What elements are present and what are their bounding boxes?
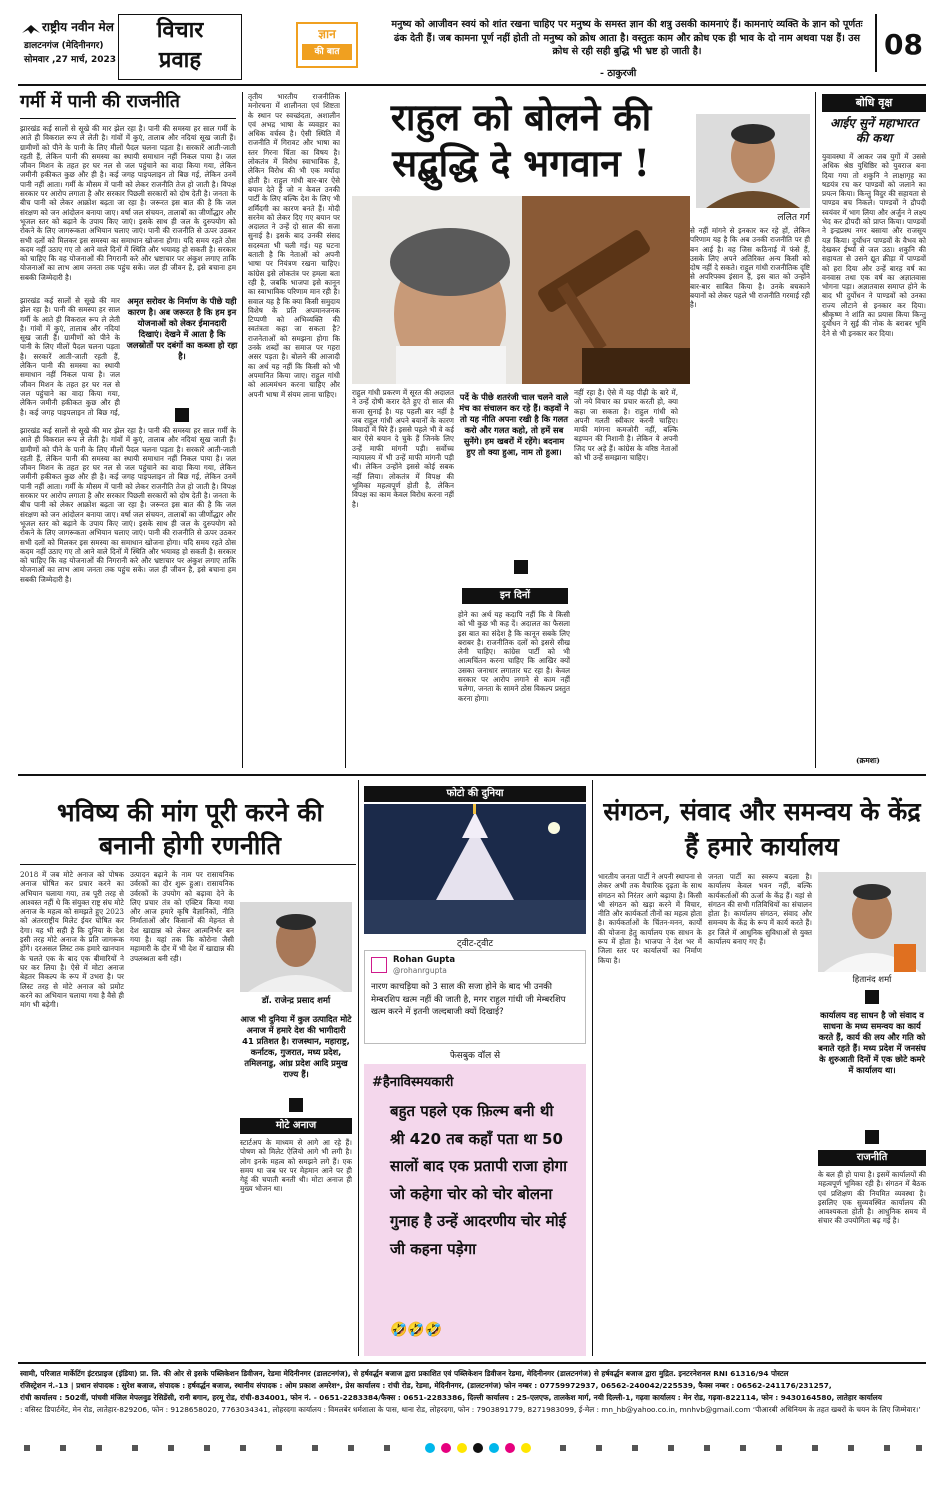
page-number: 08 <box>884 28 923 61</box>
bodh-body: युवावस्था में आकर जब युगों में उससे अधिक श्रेष्ठ युधिष्ठिर को युवराज बना दिया गया तो शकुनि ने लाक्षागृह का षडयंत्र रच कर पाण्डवों को जलाने का प्रयत्न किया। किन्तु विदुर की सहायता से पाण्डव बच निकले। पाण्डवों ने द्रौपदी स्वयंवर में भाग लिया और अर्जुन ने लक्ष्य भेद कर द्रौपदी को प्राप्त किया। पाण्डवों ने इन्द्रप्रस्थ नगर बसाया और राजसूय यज्ञ किया। दुर्योधन पाण्डवों के वैभव को देखकर ईर्ष्या से जल उठा। शकुनि की सहायता से उसने द्यूत क्रीड़ा में पाण्डवों को हरा दिया और उन्हें बारह वर्ष का वनवास तथा एक वर्ष का अज्ञातवास भोगना पड़ा। अज्ञातवास समाप्त होने के बाद भी दुर्योधन ने पाण्डवों को उनका राज्य लौटाने से इनकार कर दिया। श्रीकृष्ण ने शांति का प्रयास किया किन्तु दुर्योधन ने सुई की नोक के बराबर भूमि देने से भी इनकार कर दिया। <box>822 152 926 338</box>
page-number-divider <box>875 14 877 72</box>
grain-author: डॉ. राजेन्द्र प्रसाद शर्मा <box>240 994 352 1008</box>
rahul-photo <box>352 196 690 384</box>
footer-line-3: रांची कार्यालय : 502वीं, पांचवी मंजिल मेपलवुड रेसिडेंसी, रानी बगान, हरमू रोड, रांची-834001, फोन नं. - 0651-2283384/फैक्स : 0651-2283386, दिल्ली कार्यालय : 25-एलएफ, तालकेश मार्ग, नयी दिल्ली-1, गढ़वा कार्यालय : मेन रोड, गढ़वा-822114, फोन : 9430164580, लातेहार कार्यालय <box>20 1393 882 1402</box>
water-body-left: झारखंड कई सालों से सूखे की मार झेल रहा है। पानी की समस्या हर साल गर्मी के आते ही विकराल रूप ले लेती है। गांवों में कुएं, तालाब और नदियां सूख जाती हैं। ग्रामीणों को पीने के पानी के लिए मीलों पैदल चलना पड़ता है। सरकारें आती-जाती रहती हैं, लेकिन पानी की समस्या का स्थायी समाधान नहीं निकल पाया है। जल जीवन मिशन के तहत हर घर नल से जल पहुंचाने का वादा किया गया, लेकिन जमीनी हकीकत कुछ और ही है। कई जगह पाइपलाइन तो बिछ गई, <box>20 296 120 416</box>
section-title-1: विचार <box>156 17 204 43</box>
bodh-title: बोधि वृक्ष <box>822 94 926 112</box>
col-divider-2 <box>345 92 346 768</box>
tag-in-dinon: इन दिनों <box>462 588 568 604</box>
grain-body-col3: स्टार्टअप के माध्यम से आगे आ रहे हैं। पोषण को मिलेट ऐलियो आगे भी लगी है। लोग इनके महत्व को समझने लगे हैं। एक समय था जब घर पर मेहमान आने पर ही गेहूं की चपाती बनती थी। मोटा अनाज ही मुख्य भोजन था। <box>240 1138 352 1194</box>
org-body-col3: के बल ही हो पाया है। इसमें कार्यालयों की महत्वपूर्ण भूमिका रही है। संगठन में बैठक एवं प्रशिक्षण की नियमित व्यवस्था है। इसलिए एक सुव्यवस्थित कार्यालय की आवश्यकता होती है। आधुनिक समय में संचार की उपयोगिता बढ़ गई है। <box>818 1170 926 1226</box>
org-pullquote: कार्यालय वह साधन है जो संवाद व साधना के मध्य समन्वय का कार्य करते हैं, कार्य की लय और गति को बनाते रहते हैं। मध्य प्रदेश में जनसंघ के शुरुआती दिनों में एक छोटे कमरे में कार्यालय था। <box>818 1010 926 1075</box>
quote-text: मनुष्य को आजीवन स्वयं को शांत रखना चाहिए पर मनुष्य के समस्त ज्ञान की शत्रु उसकी कामनाएं हैं। कामनाएं व्यक्ति के ज्ञान को पूर्णतः ढंक देती हैं। जब कामना पूर्ण नहीं होती तो मनुष्य को क्रोध आता है। वस्तुतः काम और क्रोध एक ही भाव के दो नाम अथवा पक्ष हैं। उस क्रोध से रही सही बुद्धि भी भ्रष्ट हो जाती है। <box>391 19 863 57</box>
org-pullquote-square-top <box>865 990 879 1004</box>
fb-text: बहुत पहले एक फ़िल्म बनी थी श्री 420 तब कहाँ पता था 50 सालों बाद एक प्रतापी राजा होगा जो कहेगा चोर को चोर बोलना गुनाह है उन्हें आदरणीय चोर मोई जी कहना पड़ेगा <box>390 1102 568 1258</box>
gyan-badge-bottom: की बात <box>302 44 352 60</box>
org-author: हितानंद शर्मा <box>852 975 892 985</box>
org-pullquote-square <box>865 1130 879 1144</box>
mid-page-rule <box>18 774 926 776</box>
grain-body-col1: 2018 में जब मोटे अनाज को पोषक अनाज घोषित कर प्रचार करने का अभियान चलाया गया, तब पूरी तरह से आश्वस्त नहीं थे कि संयुक्त राष्ट्र संघ मोटे अनाज के महत्व को समझते हुए 2023 को अंतरराष्ट्रीय मिलेट ईयर घोषित कर देगा। यह भी सही है कि दुनिया के देश इसी तरह मोटे अनाज के प्रति जागरूक होंगे। दरअसल लिस्ट तक हमारे खानपान के चलते एक के बाद एक बीमारियों ने घर कर लिया है। ऐसे में मोटा अनाज बेहतर विकल्प के रूप में उभरा है। पर लिस्ट तरह से मोटे अनाज को प्रमोट करने का अभियान चलाया गया है वैसे ही मांग भी बढ़ेगी। <box>20 870 124 1010</box>
org-headline: संगठन, संवाद और समन्वय के केंद्र हैं हमारे कार्यालय <box>603 797 921 861</box>
rahul-body-col2: होने का अर्थ यह कदापि नहीं कि वे किसी को भी कुछ भी कह दें। अदालत का फैसला इस बात का संदेश है कि कानून सबके लिए बराबर है। राजनीतिक दलों को इससे सीख लेनी चाहिए। कांग्रेस पार्टी को भी आत्मचिंतन करना चाहिए कि आखिर क्यों उसका जनाधार लगातार घट रहा है। केवल सरकार पर आरोप लगाने से काम नहीं चलेगा, जनता के सामने ठोस विकल्प प्रस्तुत करना होगा। <box>458 610 570 703</box>
footer-line-1: स्वामी, परिजात मार्केटिंग इंटरप्राइज (इंडिया) प्रा. लि. की ओर से इसके पब्लिकेशन डिवीजन, रेडमा मेदिनीनगर (डालटनगंज), से हर्षवर्द्धन बजाज द्वारा प्रकाशित एवं पब्लिकेशन डिवीजन रेडमा, मेदिनीनगर (डालटनगंज) से हर्षवर्द्धन बजाज द्वारा मुद्रित. इनटरनेशनल RNI 61316/94 पोस्टल <box>20 1369 789 1378</box>
lalit-author: ललित गर्ग <box>777 213 810 223</box>
water-pullquote: अमृत सरोवर के निर्माण के पीछे यही कारण है। अब जरूरत है कि हम इन योजनाओं को लेकर ईमानदारी दिखाएं। देखने में आता है कि जलस्रोतों पर दबंगों का कब्जा हो रहा है। <box>126 296 238 361</box>
masthead-rule <box>18 84 926 86</box>
tweet-text: नारण काचड़िया को 3 साल की सजा होने के बाद भी उनकी मेम्बरशिप खत्म नहीं की जाती है, मगर राहुल गांधी जी मेम्बरशिप खत्म करने में इतनी जल्दबाजी क्यों दिखाई? <box>371 982 566 1017</box>
tweet-avatar <box>371 957 387 973</box>
org-author-photo <box>818 872 926 972</box>
org-tag: राजनीति <box>818 1150 926 1166</box>
fb-emoji: 🤣🤣🤣 <box>390 1322 443 1338</box>
fb-title: फेसबुक वॉल से <box>449 1051 501 1061</box>
rahul-pullquote: पर्दे के पीछे शतरंजी चाल चलने वाले मंच का संचालन कर रहे हैं। कड़वों ने तो यह नीति अपना रखी है कि गलत करो और गलत कहो, तो हमें सब सुनेंगे। हम खबरों में रहेंगे। बदनाम हुए तो क्या हुआ, नाम तो हुआ। <box>459 392 569 457</box>
fb-hashtag: #हैनाविस्मयकारी <box>372 1075 454 1090</box>
org-body-col2: जनता पार्टी का स्वरूप बदला है। कार्यालय केवल भवन नहीं, बल्कि कार्यकर्ताओं की ऊर्जा के केंद्र हैं। यहां से संगठन की सभी गतिविधियों का संचालन होता है। कार्यालय संगठन, संवाद और समन्वय के केंद्र के रूप में कार्य करते हैं। हर जिले में आधुनिक सुविधाओं से युक्त कार्यालय बनाए गए हैं। <box>708 872 812 947</box>
rahul-body-col4: से नहीं मांगने से इनकार कर रहे हों, लेकिन परिणाम यह है कि अब उनकी राजनीति पर ही बन आई है। वह जिस कठिनाई में फंसे हैं, उसके लिए अपने अतिरिक्त अन्य किसी को दोष नहीं दे सकते। राहुल गांधी राजनीतिक दृष्टि से अपरिपक्व इंसान हैं, इस बात को उन्होंने बार-बार साबित किया है। उनके बचकाने बयानों को लेकर पहले भी राजनीति गरमाई रही है। <box>690 226 810 310</box>
gyan-badge-top: ज्ञान <box>318 27 336 41</box>
masthead <box>0 0 945 82</box>
lalit-photo <box>696 114 810 208</box>
bodh-headline: आईए सुनें महाभारत की कथा <box>830 116 918 145</box>
paper-logo-icon <box>22 20 40 32</box>
grain-author-photo <box>240 902 352 992</box>
tweet-handle: @rohanrgupta <box>393 966 447 975</box>
footer-line-2: रजिस्ट्रेशन नं.-13 | प्रधान संपादक : सुरेश बजाज, संपादक : हर्षवर्द्धन बजाज, स्थानीय संपादक : ओम प्रकाश अमरेश*, प्रेस कार्यालय : रांची रोड, रेडमा, मेदिनीनगर, (डालटनगंज) फोन नम्बर : 07759972937, 06562-240042/225539, फैक्स नम्बर : 06562-241176/231257, <box>20 1381 832 1390</box>
col-divider-3 <box>815 92 816 768</box>
grain-tag: मोटे अनाज <box>240 1118 352 1134</box>
grain-headline-rule <box>20 864 356 865</box>
footer-line-4: : वसिस्ट डिपार्टमेंट, मेन रोड, लातेहार-829206, फोन : 9128658020, 7763034341, लोहरदगा कार्यालय : विमलबेर धर्मशाला के पास, थाना रोड, लोहरदगा, फोन : 7903891779, 8271983099, ई-मेल : mn_hb@yahoo.co.in, mnhvb@gmail.com ‘पीआरबी अधिनियम के तहत खबरों के चयन के लिए जिम्मेवार।’ <box>20 1405 921 1414</box>
water-headline: गर्मी में पानी की राजनीति <box>20 92 180 112</box>
water-headline-rule <box>20 118 236 119</box>
rahul-body-col3: नहीं रहा है। ऐसे में यह पीढ़ी के बारे में, जो नये विचार का प्रचार करती हो, क्या कहा जा सकता है। राहुल गांधी को अपनी गलती स्वीकार करनी चाहिए। माफी मांगना कमजोरी नहीं, बल्कि बड़प्पन की निशानी है। लेकिन वे अपनी जिद पर अड़े हैं। कांग्रेस के वरिष्ठ नेताओं को भी उन्हें समझाना चाहिए। <box>574 388 678 463</box>
grain-pullquote: आज भी दुनिया में कुल उत्पादित मोटे अनाज में हमारे देश की भागीदारी 41 प्रतिशत है। राजस्थान, महाराष्ट्र, कर्नाटक, गुजरात, मध्य प्रदेश, तमिलनाडु, आंध्र प्रदेश आदि प्रमुख राज्य हैं। <box>240 1014 352 1079</box>
grain-body-col2: उत्पादन बढ़ाने के नाम पर रासायनिक उर्वरकों का दौर शुरू हुआ। रासायनिक उर्वरकों के उपयोग को बढ़ावा देने के लिए प्रचार तंत्र को एक्टिव किया गया और आज हमारे कृषि वैज्ञानिकों, नीति निर्माताओं और किसानों की मेहनत से देश खाद्यान्न को लेकर आत्मनिर्भर बन गया है। यहां तक कि कोरोना जैसी महामारी के दौर में भी देश में खाद्यान्न की उपलब्धता बनी रही। <box>130 870 234 963</box>
tweet-title: ट्वीट-ट्वीट <box>456 939 494 949</box>
tweet-name: Rohan Gupta <box>393 955 456 965</box>
rahul-headline: राहुल को बोलने की सद्बुद्धि दे भगवान ! <box>390 95 652 185</box>
fb-card <box>364 1064 586 1356</box>
registration-marks <box>0 1428 945 1468</box>
quote-author: - ठाकुरजी <box>600 68 637 79</box>
date: सोमवार ,27 मार्च, 2023 <box>24 55 117 65</box>
grain-pullquote-square <box>289 1098 303 1112</box>
col-divider-4 <box>358 780 359 1356</box>
footer-rule <box>18 1362 926 1364</box>
rahul-body-col1: राहुल गांधी प्रकरण में सूरत की अदालत ने उन्हें दोषी करार देते हुए दो साल की सजा सुनाई है। यह पहली बार नहीं है जब राहुल गांधी अपने बयानों के कारण विवादों में घिरे हैं। इससे पहले भी वे कई बार ऐसे बयान दे चुके हैं जिनके लिए उन्हें माफी मांगनी पड़ी। सर्वोच्च न्यायालय में भी उन्हें माफी मांगनी पड़ी थी। लेकिन उन्होंने इससे कोई सबक नहीं लिया। लोकतंत्र में विपक्ष की भूमिका महत्वपूर्ण होती है, लेकिन विपक्ष का काम केवल विरोध करना नहीं है। <box>352 388 454 509</box>
photo-title: फोटो की दुनिया <box>364 786 586 802</box>
paper-name: राष्ट्रीय नवीन मेल <box>42 20 114 34</box>
mid-column-body: तृतीय भारतीय राजनीतिक मनोरचना में शालीनता एवं शिष्टता के स्थान पर स्वच्छंदता, अशालीन एवं अभद्र भाषा के व्यवहार का अधिक वर्चस्व है। ऐसी स्थिति में राजनीति में गिरावट और भाषा का स्तर गिरना चिंता का विषय है। लोकतंत्र में विरोध स्वाभाविक है, लेकिन विरोध की भी एक मर्यादा होती है। राहुल गांधी बार-बार ऐसे बयान देते हैं जो न केवल उनकी पार्टी के लिए बल्कि देश के लिए भी शर्मिंदगी का कारण बनते हैं। मोदी सरनेम को लेकर दिए गए बयान पर अदालत ने उन्हें दो साल की सजा सुनाई है। इसके बाद उनकी संसद सदस्यता भी चली गई। यह घटना बताती है कि नेताओं को अपनी भाषा पर नियंत्रण रखना चाहिए। कांग्रेस इसे लोकतंत्र पर हमला बता रही है, जबकि भाजपा इसे कानून का स्वाभाविक परिणाम मान रही है। सवाल यह है कि क्या किसी समुदाय विशेष के प्रति अपमानजनक टिप्पणी को अभिव्यक्ति की स्वतंत्रता कहा जा सकता है? राजनेताओं को समझना होगा कि उनके शब्दों का समाज पर गहरा असर पड़ता है। बोलने की आजादी का अर्थ यह नहीं कि किसी को भी अपमानित किया जाए। राहुल गांधी को आत्ममंथन करना चाहिए और अपनी भाषा में संयम लाना चाहिए। <box>248 92 340 399</box>
water-body-bottom: झारखंड कई सालों से सूखे की मार झेल रहा है। पानी की समस्या हर साल गर्मी के आते ही विकराल रूप ले लेती है। गांवों में कुएं, तालाब और नदियां सूख जाती हैं। ग्रामीणों को पीने के पानी के लिए मीलों पैदल चलना पड़ता है। सरकारें आती-जाती रहती हैं, लेकिन पानी की समस्या का स्थायी समाधान नहीं निकल पाया है। जल जीवन मिशन के तहत हर घर नल से जल पहुंचाने का वादा किया गया, लेकिन जमीनी हकीकत कुछ और ही है। कई जगह पाइपलाइन तो बिछ गई, लेकिन उनमें पानी नहीं आता। गर्मी के मौसम में पानी को लेकर राजनीति तेज हो जाती है। विपक्ष सरकार पर आरोप लगाता है और सरकार पिछली सरकारों को दोष देती है। जनता के बीच पानी को लेकर आक्रोश बढ़ता जा रहा है। जरूरत इस बात की है कि जल संरक्षण को जन आंदोलन बनाया जाए। वर्षा जल संचयन, तालाबों का जीर्णोद्धार और भूजल स्तर को बढ़ाने के उपाय किए जाएं। इसके साथ ही जल के दुरुपयोग को रोकने के लिए जागरूकता अभियान चलाए जाएं। पानी की राजनीति से ऊपर उठकर सभी दलों को मिलकर इस समस्या का समाधान खोजना होगा। यदि समय रहते ठोस कदम नहीं उठाए गए तो आने वाले दिनों में स्थिति और भयावह हो सकती है। सरकार को चाहिए कि वह योजनाओं की निगरानी करे और भ्रष्टाचार पर अंकुश लगाए ताकि योजनाओं का लाभ आम जनता तक पहुंच सके। जल ही जीवन है, इसे बचाना हम सबकी जिम्मेदारी है। <box>20 426 236 584</box>
tweet-card <box>364 950 586 1044</box>
temple-photo <box>364 804 586 934</box>
water-pullquote-square <box>175 408 189 422</box>
section-box <box>118 14 242 80</box>
col-divider-1 <box>242 92 243 768</box>
gyan-badge <box>296 22 358 68</box>
grain-headline: भविष्य की मांग पूरी करने की बनानी होगी रणनीति <box>57 798 323 860</box>
bodh-continued: (क्रमशः) <box>856 756 880 765</box>
edition: डालटनगंज (मेदिनीनगर) <box>24 41 104 51</box>
water-body-top: झारखंड कई सालों से सूखे की मार झेल रहा है। पानी की समस्या हर साल गर्मी के आते ही विकराल रूप ले लेती है। गांवों में कुएं, तालाब और नदियां सूख जाती हैं। ग्रामीणों को पीने के पानी के लिए मीलों पैदल चलना पड़ता है। सरकारें आती-जाती रहती हैं, लेकिन पानी की समस्या का स्थायी समाधान नहीं निकल पाया है। जल जीवन मिशन के तहत हर घर नल से जल पहुंचाने का वादा किया गया, लेकिन जमीनी हकीकत कुछ और ही है। कई जगह पाइपलाइन तो बिछ गई, लेकिन उनमें पानी नहीं आता। गर्मी के मौसम में पानी को लेकर राजनीति तेज हो जाती है। विपक्ष सरकार पर आरोप लगाता है और सरकार पिछली सरकारों को दोष देती है। जनता के बीच पानी को लेकर आक्रोश बढ़ता जा रहा है। जरूरत इस बात की है कि जल संरक्षण को जन आंदोलन बनाया जाए। वर्षा जल संचयन, तालाबों का जीर्णोद्धार और भूजल स्तर को बढ़ाने के उपाय किए जाएं। इसके साथ ही जल के दुरुपयोग को रोकने के लिए जागरूकता अभियान चलाए जाएं। पानी की राजनीति से ऊपर उठकर सभी दलों को मिलकर इस समस्या का समाधान खोजना होगा। यदि समय रहते ठोस कदम नहीं उठाए गए तो आने वाले दिनों में स्थिति और भयावह हो सकती है। सरकार को चाहिए कि वह योजनाओं की निगरानी करे और भ्रष्टाचार पर अंकुश लगाए ताकि योजनाओं का लाभ आम जनता तक पहुंच सके। जल ही जीवन है, इसे बचाना हम सबकी जिम्मेदारी है। <box>20 124 236 282</box>
col-divider-5 <box>592 780 593 1356</box>
org-body-col1: भारतीय जनता पार्टी ने अपनी स्थापना से लेकर अभी तक वैचारिक दृढ़ता के साथ संगठन को निरंतर आगे बढ़ाया है। किसी भी संगठन को खड़ा करने में विचार, नीति और कार्यकर्ता तीनों का महत्व होता है। कार्यकर्ताओं के चिंतन-मनन, कार्यों की योजना हेतु कार्यालय एक साधन के रूप में होता है। भाजपा ने देश भर में जिला स्तर पर कार्यालयों का निर्माण किया है। <box>598 872 702 965</box>
section-title-2: प्रवाह <box>158 47 202 73</box>
rahul-pullquote-square <box>514 560 528 574</box>
